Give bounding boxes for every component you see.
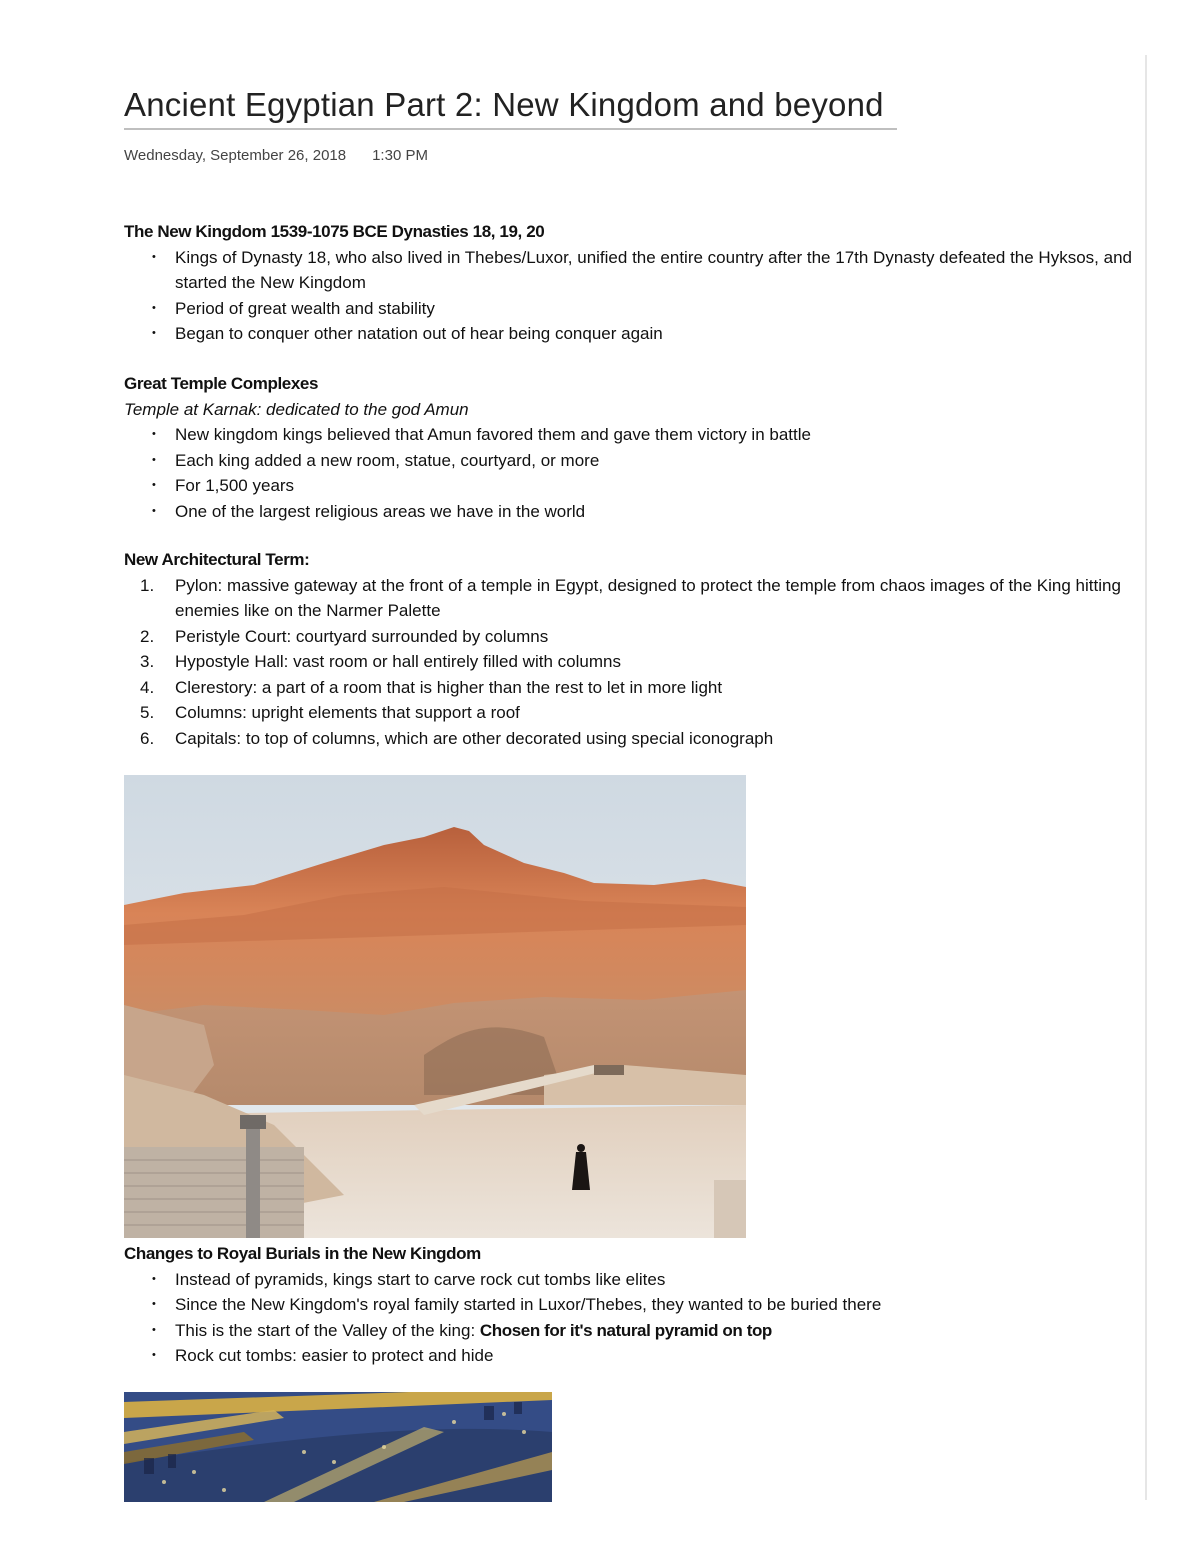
item-text: Pylon: massive gateway at the front of a temple in Egypt, designed to protect the temple from chaos images of the King hitting enemies like on the Narmer Palette xyxy=(175,575,1121,620)
bullet-list xyxy=(124,1267,1139,1369)
list-item: • Period of great wealth and stability xyxy=(124,296,1139,322)
date-text: Wednesday, September 26, 2018 xyxy=(124,147,347,164)
item-number: 4. xyxy=(140,677,155,697)
list-item xyxy=(124,573,1139,624)
list-item: • Began to conquer other natation out of hear being conquer again xyxy=(124,321,1139,347)
section-heading: Changes to Royal Burials in the New Kingdom xyxy=(124,1244,481,1263)
section-temple-complexes xyxy=(124,371,1139,524)
section-heading: The New Kingdom 1539-1075 BCE Dynasties 18, 19, 20 xyxy=(124,222,545,241)
list-item: • Instead of pyramids, kings start to carve rock cut tombs like elites xyxy=(124,1267,1139,1293)
bullet-list xyxy=(124,422,1139,524)
list-item: • Since the New Kingdom's royal family started in Luxor/Thebes, they wanted to be buried there xyxy=(124,1292,1139,1318)
list-item: • One of the largest religious areas we have in the world xyxy=(124,499,1139,525)
valley-of-kings-photo xyxy=(124,775,746,1238)
list-item xyxy=(124,624,1139,650)
item-text: Capitals: to top of columns, which are other decorated using special iconograph xyxy=(175,728,774,748)
page-title: Ancient Egyptian Part 2: New Kingdom and beyond xyxy=(124,86,884,123)
page-date xyxy=(124,147,428,164)
list-item xyxy=(124,675,1139,701)
section-architectural-terms xyxy=(124,547,1139,751)
bold-emphasis: Chosen for it's natural pyramid on top xyxy=(479,1320,772,1340)
item-number: 5. xyxy=(140,703,155,722)
list-item: • Rock cut tombs: easier to protect and hide xyxy=(124,1343,1139,1369)
item-text: Peristyle Court: courtyard surrounded by columns xyxy=(175,626,549,646)
item-text: Columns: upright elements that support a roof xyxy=(175,703,520,722)
list-item xyxy=(124,726,1139,752)
list-item: • Kings of Dynasty 18, who also lived in Thebes/Luxor, unified the entire country after the 17th Dynasty defeated the Hyksos, and started the New Kingdom xyxy=(124,245,1139,296)
tomb-ceiling-photo xyxy=(124,1392,552,1502)
item-number: 2. xyxy=(140,626,155,646)
section-royal-burials xyxy=(124,1241,1139,1369)
item-text: This is the start of the Valley of the king: xyxy=(175,1320,480,1340)
item-text: Hypostyle Hall: vast room or hall entirely filled with columns xyxy=(175,652,621,671)
list-item xyxy=(124,649,1139,675)
list-item: • New kingdom kings believed that Amun favored them and gave them victory in battle xyxy=(124,422,1139,448)
item-text: Clerestory: a part of a room that is higher than the rest to let in more light xyxy=(175,677,723,697)
page-edge-rule xyxy=(1145,55,1147,1500)
list-item xyxy=(124,1318,1139,1344)
bullet-list xyxy=(124,245,1139,347)
item-number: 3. xyxy=(140,652,155,671)
section-subheading: Temple at Karnak: dedicated to the god Amun xyxy=(124,399,469,419)
list-item: • For 1,500 years xyxy=(124,473,1139,499)
numbered-list xyxy=(124,573,1139,752)
section-heading: Great Temple Complexes xyxy=(124,374,319,393)
section-new-kingdom xyxy=(124,219,1139,347)
title-underline xyxy=(124,128,897,130)
item-number: 1. xyxy=(140,575,155,595)
list-item: • Each king added a new room, statue, courtyard, or more xyxy=(124,448,1139,474)
item-number: 6. xyxy=(140,728,155,748)
list-item xyxy=(124,700,1139,726)
time-text: 1:30 PM xyxy=(372,147,428,164)
section-heading: New Architectural Term: xyxy=(124,550,310,569)
